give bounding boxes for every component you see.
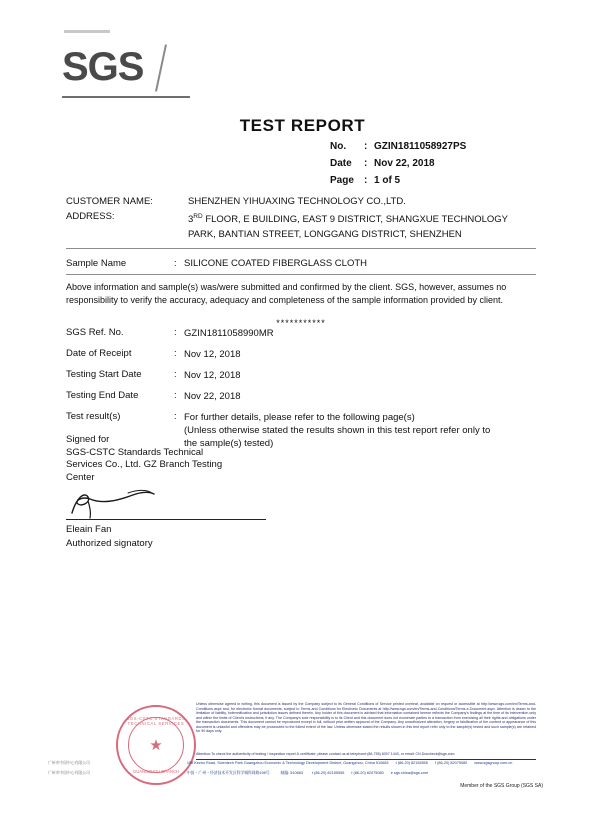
detail-row-start-date	[66, 369, 536, 390]
customer-address-label: ADDRESS:	[66, 211, 115, 222]
footer-fax-cn: f (86-20) 82075080	[351, 771, 384, 775]
meta-row-date	[330, 155, 466, 172]
handwritten-signature	[64, 487, 184, 521]
scan-artifact	[64, 30, 110, 33]
meta-value-page: 1 of 5	[374, 175, 401, 186]
detail-label-ref-no: SGS Ref. No.	[66, 327, 124, 338]
footer-address-cn: 中国 ･ 广州 ･ 经济技术开发区科学城科珠路198号	[186, 771, 270, 775]
address-line1-rest: FLOOR, E BUILDING, EAST 9 DISTRICT, SHANGXUE TECHNOLOGY	[202, 214, 508, 226]
signed-for-block	[66, 434, 222, 484]
signer-title: Authorized signatory	[66, 538, 153, 549]
signed-for-label: Signed for	[66, 434, 110, 445]
page-title: TEST REPORT	[239, 116, 366, 135]
signing-org-line2: Services Co., Ltd. GZ Branch Testing	[66, 459, 223, 470]
meta-label-no: No.	[330, 141, 347, 152]
detail-row-receipt	[66, 348, 536, 369]
customer-block	[66, 194, 536, 242]
detail-colon-test-result: :	[174, 411, 177, 422]
meta-row-no	[330, 138, 466, 155]
meta-label-page: Page	[330, 175, 354, 186]
detail-label-start-date: Testing Start Date	[66, 369, 142, 380]
signing-org-line3: Center	[66, 471, 95, 483]
meta-row-page	[330, 172, 466, 189]
footer-tel-en: t (86-20) 82155555	[395, 761, 428, 765]
sample-name-value: SILICONE COATED FIBERGLASS CLOTH	[184, 258, 368, 269]
sgs-logo-text: SGS	[62, 45, 144, 89]
meta-label-date: Date	[330, 158, 352, 169]
separator-stars: ***********	[276, 318, 326, 328]
meta-sep-page: :	[364, 175, 368, 186]
detail-value-test-result	[184, 411, 536, 450]
page-footer	[0, 700, 605, 800]
footer-address-row-cn	[48, 770, 538, 776]
detail-colon-start-date: :	[174, 369, 177, 380]
footer-web: www.sgsgroup.com.cn	[474, 761, 513, 765]
sample-name-row	[66, 258, 536, 269]
footer-address-en: 198 Kezhu Road, Scientech Park Guangzhou Economic & Technology Development District, Guangzhou, China 510663	[186, 761, 389, 765]
detail-label-end-date: Testing End Date	[66, 390, 139, 401]
seal-star-icon: ★	[149, 737, 163, 754]
signer-name: Eleain Fan	[66, 524, 112, 535]
meta-sep-no: :	[364, 141, 368, 152]
signer-block	[66, 523, 153, 551]
sample-name-label: Sample Name	[66, 258, 127, 269]
detail-value-end-date: Nov 22, 2018	[184, 391, 241, 402]
footer-zip-cn: 邮编: 510663	[280, 771, 303, 775]
detail-value-receipt: Nov 12, 2018	[184, 349, 241, 360]
signature-rule	[66, 519, 266, 520]
signing-org-line1: SGS-CSTC Standards Technical	[66, 446, 204, 458]
test-result-line2: (Unless otherwise stated the results shown in this test report refer only to	[184, 425, 491, 436]
customer-name-label: CUSTOMER NAME:	[66, 196, 153, 207]
logo-underline	[62, 96, 190, 98]
disclaimer-text: Above information and sample(s) was/were submitted and confirmed by the client. SGS, however, assumes no responsibility to verify the accuracy, adequacy and completeness of the sample information provided by client.	[66, 282, 507, 305]
customer-address-row	[66, 209, 536, 227]
footer-address-row-en	[48, 760, 538, 766]
details-block	[66, 327, 536, 450]
address-floor-number: 3	[188, 214, 194, 226]
address-ordinal-suffix: RD	[193, 213, 203, 220]
detail-label-receipt: Date of Receipt	[66, 348, 132, 359]
seal-bottom-text: GUANGZHOU BRANCH	[132, 769, 180, 774]
sgs-logo	[62, 30, 192, 89]
meta-value-no: GZIN1811058927PS	[374, 141, 467, 152]
footer-fax-en: f (86-20) 82075080	[434, 761, 468, 765]
footer-terms-cn: Attention:To check the authenticity of testing / inspection report & certificate, please contact us at telephone:(86-755) 8307 1443, or email: CN.Doccheck@sgs.com	[196, 752, 455, 756]
footer-company-cn2: 广州市中国中心有限公司	[48, 771, 90, 775]
detail-value-start-date: Nov 12, 2018	[184, 370, 241, 381]
footer-terms-en: Unless otherwise agreed in writing, this document is issued by the Company subject to its General Conditions of Service printed overleaf, available on request or accessible at http://www.sgs.com/en/Terms-and-Conditions.aspx and, for electronic format documents, subject to Terms and Conditions for Electronic Documents at http://www.sgs.com/en/Terms-and-Conditions/Terms-e-Document.aspx. Attention is drawn to the limitation of liability, indemnification and jurisdiction issues defined therein. Any holder of this document is advised that information contained hereon reflects the Company's findings at the time of its intervention only and within the limits of Client's instructions, if any. The Company's sole responsibility is to its Client and this document does not exonerate parties to a transaction from exercising all their rights and obligations under the transaction documents. This document cannot be reproduced except in full, without prior written approval of the Company. Any unauthorized alteration, forgery or falsification of the content or appearance of this document is unlawful and offenders may be prosecuted to the fullest extent of the law. Unless otherwise stated the results shown in this test report refer only to the sample(s) tested and such sample(s) are retained for 90 days only.	[196, 702, 536, 733]
detail-value-ref-no: GZIN1811058990MR	[184, 328, 274, 339]
divider-sample	[66, 274, 536, 275]
test-result-line1: For further details, please refer to the following page(s)	[184, 412, 415, 423]
footer-address-block	[48, 760, 538, 776]
detail-colon-end-date: :	[174, 390, 177, 401]
meta-sep-date: :	[364, 158, 368, 169]
footer-mail-cn: e sgs.china@sgs.com	[390, 771, 428, 775]
detail-colon-receipt: :	[174, 348, 177, 359]
footer-tel-cn: t (86-20) 82155555	[312, 771, 345, 775]
detail-row-end-date	[66, 390, 536, 411]
customer-address-line2: PARK, BANTIAN STREET, LONGGANG DISTRICT, SHENZHEN	[188, 229, 462, 241]
sample-name-colon: :	[174, 258, 177, 269]
seal-top-text: SGS-CSTC STANDARDS TECHNICAL SERVICES	[126, 716, 186, 726]
customer-name-value: SHENZHEN YIHUAXING TECHNOLOGY CO.,LTD.	[188, 196, 406, 207]
meta-value-date: Nov 22, 2018	[374, 158, 435, 169]
customer-address-line1	[188, 209, 536, 227]
report-meta	[330, 138, 466, 189]
detail-colon-ref-no: :	[174, 327, 177, 338]
detail-label-test-result: Test result(s)	[66, 411, 121, 422]
test-result-line3: the sample(s) tested)	[184, 438, 274, 449]
detail-row-ref-no	[66, 327, 536, 348]
footer-company-cn: 广州市中国中心有限公司	[48, 761, 90, 765]
divider-top	[66, 248, 536, 249]
customer-name-row	[66, 194, 536, 209]
footer-member-note: Member of the SGS Group (SGS SA)	[460, 783, 543, 789]
